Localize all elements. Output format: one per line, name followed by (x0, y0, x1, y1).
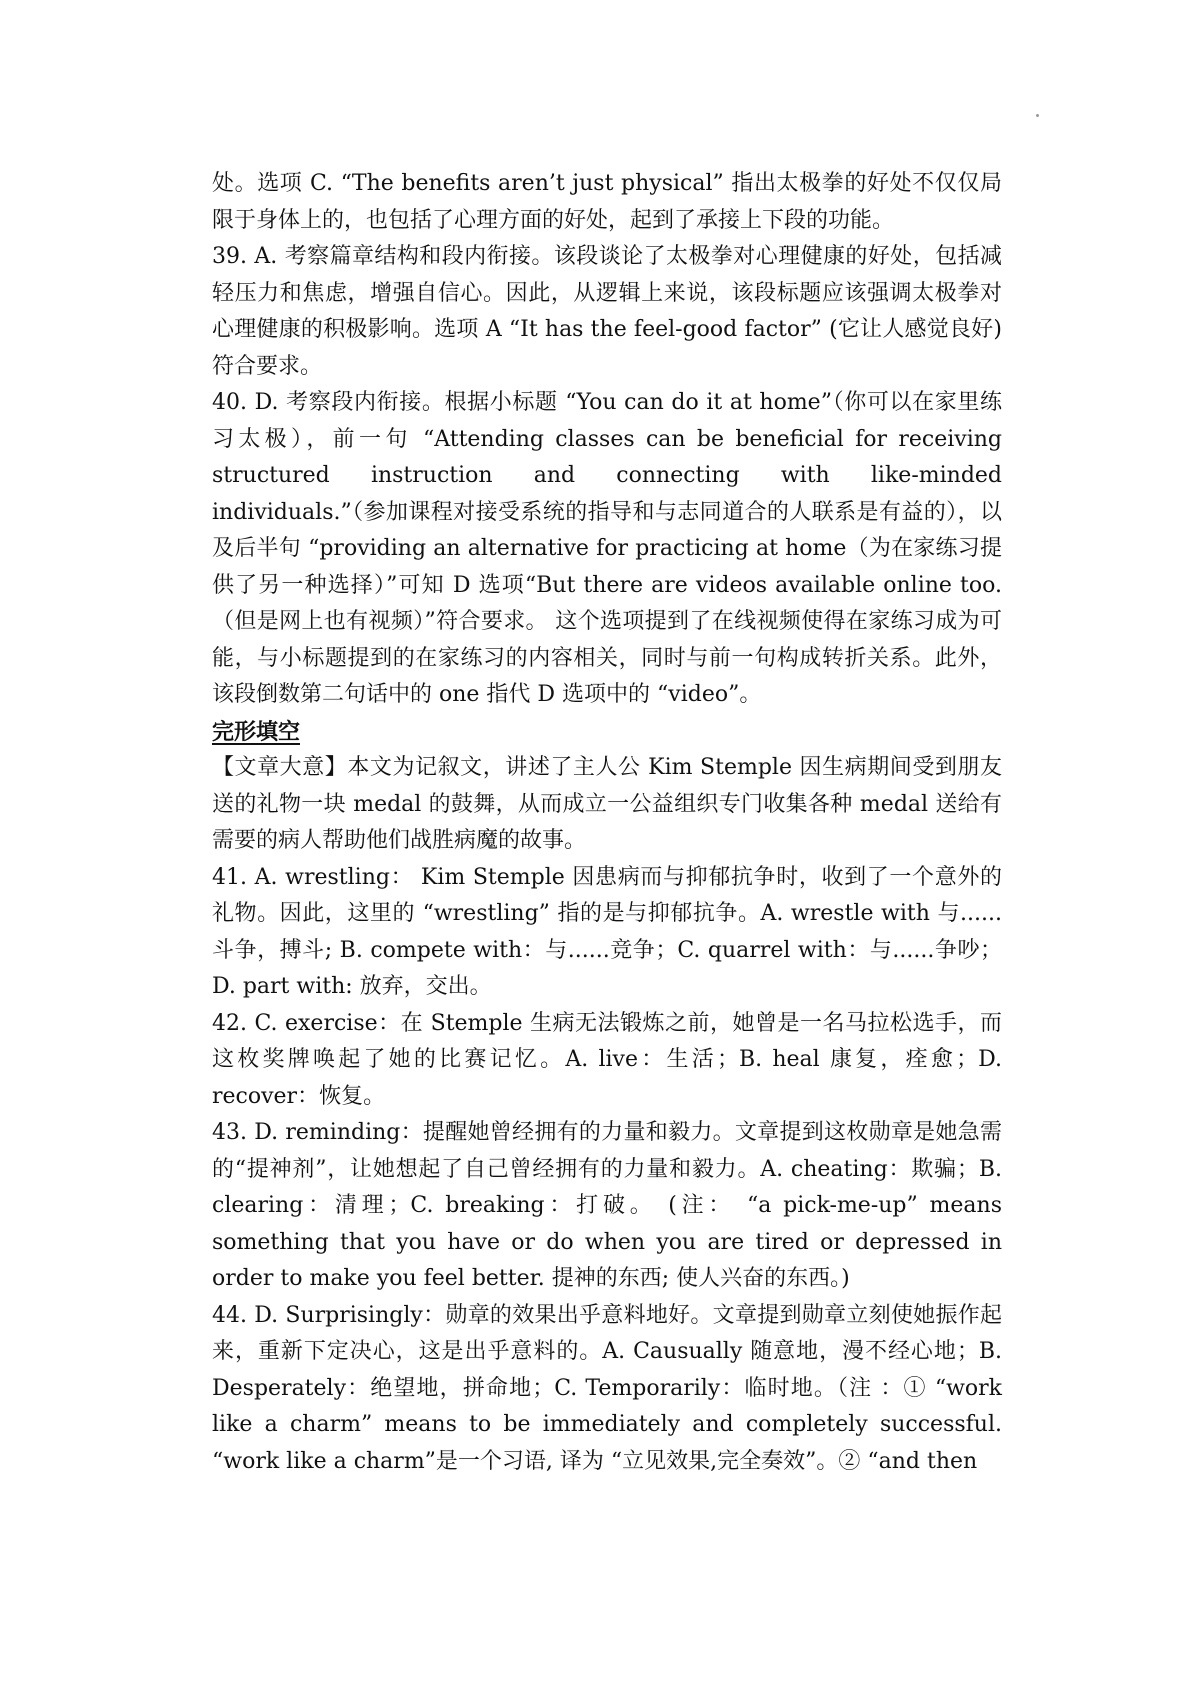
answer-39: 39. A. 考察篇章结构和段内衔接。该段谈论了太极拳对心理健康的好处，包括减轻压力和焦虑，增强自信心。因此，从逻辑上来说，该段标题应该强调太极拳对心理健康的积极影响。选项 A “It has the feel-good factor” (它让人感觉良好) 符合要求。 (212, 244, 1002, 379)
answer-40: 40. D. 考察段内衔接。根据小标题 “You can do it at home”（你可以在家里练习太极），前一句 “Attending classes can be beneficial for receiving structured instruction and connecting with like-minded individuals.”（参加课程对接受系统的指导和与志同道合的人联系是有益的），以及后半句 “providing an alternative for practicing at home（为在家练习提供了另一种选择）”可知 D 选项“But there are videos available online too.（但是网上也有视频）”符合要求。 这个选项提到了在线视频使得在家练习成为可能，与小标题提到的在家练习的内容相关，同时与前一句构成转折关系。此外，该段倒数第二句话中的 one 指代 D 选项中的 “video”。 (212, 390, 1002, 707)
answer-43: 43. D. reminding：提醒她曾经拥有的力量和毅力。文章提到这枚勋章是她急需的“提神剂”，让她想起了自己曾经拥有的力量和毅力。A. cheating：欺骗；B. clearing：清理；C. breaking：打破。 (注： “a pick-me-up” means something that you have or do when you are tired or depressed in order to make you feel better. 提神的东西; 使人兴奋的东西。) (212, 1120, 1002, 1291)
page-mark-dot (1036, 114, 1039, 117)
document-body (212, 166, 1002, 1480)
answer-42: 42. C. exercise：在 Stemple 生病无法锻炼之前，她曾是一名马拉松选手，而这枚奖牌唤起了她的比赛记忆。A. live：生活；B. heal 康复，痊愈；D. recover：恢复。 (212, 1010, 1002, 1109)
article-summary: 【文章大意】本文为记叙文，讲述了主人公 Kim Stemple 因生病期间受到朋友送的礼物一块 medal 的鼓舞，从而成立一公益组织专门收集各种 medal 送给有需要的病人帮助他们战胜病魔的故事。 (212, 755, 1002, 853)
answer-41: 41. A. wrestling： Kim Stemple 因患病而与抑郁抗争时，收到了一个意外的礼物。因此，这里的 “wrestling” 指的是与抑郁抗争。A. wrestle with 与......斗争，搏斗; B. compete with：与......竞争；C. quarrel with：与......争吵；D. part with: 放弃，交出。 (212, 864, 1002, 999)
paragraph-38-continued: 处。选项 C. “The benefits aren’t just physical” 指出太极拳的好处不仅仅局限于身体上的，也包括了心理方面的好处，起到了承接上下段的功能。 (212, 171, 1002, 233)
section-title-cloze: 完形填空 (212, 718, 301, 745)
answer-44: 44. D. Surprisingly：勋章的效果出乎意料地好。文章提到勋章立刻使她振作起来，重新下定决心，这是出乎意料的。A. Causually 随意地，漫不经心地；B. Desperately：绝望地，拼命地；C. Temporarily：临时地。（注 ：① “work like a charm” means to be immediately and completely successful. “work like a charm”是一个习语, 译为 “立见效果,完全奏效”。② “and then (212, 1302, 1002, 1474)
